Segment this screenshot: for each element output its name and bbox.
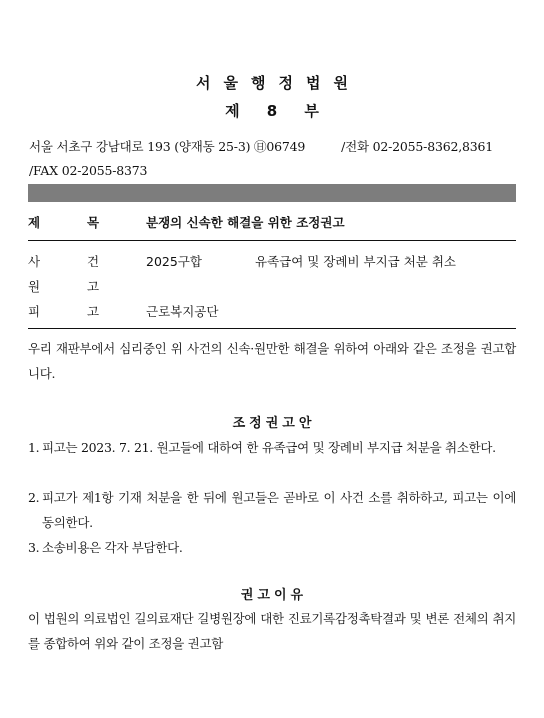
reason-paragraph: 이 법원의 의료법인 길의료재단 길병원장에 대한 진료기록감정촉탁결과 및 변론 전체의 취지를 종합하여 위와 같이 조정을 권고함 <box>28 611 516 651</box>
defendant-label-2: 고 <box>87 304 100 319</box>
item-number: 1. <box>28 440 40 455</box>
item-text: 소송비용은 각자 부담한다. <box>42 540 183 555</box>
item-number: 3. <box>28 540 40 555</box>
intro-paragraph: 우리 재판부에서 심리중인 위 사건의 신속·원만한 해결을 위하여 아래와 같은 조정을 권고합니다. <box>28 341 516 381</box>
court-name: 서울행정법원 <box>196 74 361 92</box>
fax-number: /FAX 02-2055-8373 <box>29 163 148 178</box>
court-division: 제 8 부 <box>225 102 319 120</box>
address-line: 서울 서초구 강남대로 193 (양재동 25-3) ㊐06749 <box>29 139 306 154</box>
case-number: 2025구합 <box>146 254 202 269</box>
plaintiff-label-1: 원 <box>28 279 41 294</box>
phone-number: /전화 02-2055-8362,8361 <box>341 139 494 154</box>
item-text: 피고가 제1항 기재 처분을 한 뒤에 원고들은 곧바로 이 사건 소를 취하하고, 피고는 이에 동의한다. <box>42 490 516 530</box>
subject-label-2: 목 <box>87 215 100 230</box>
header-divider-bar <box>28 184 516 202</box>
court-address <box>29 135 516 183</box>
proposal-item <box>28 485 516 535</box>
proposal-item <box>28 535 516 560</box>
defendant-label-1: 피 <box>28 304 41 319</box>
proposal-title: 조정권고안 <box>232 416 316 431</box>
case-name: 유족급여 및 장례비 부지급 처분 취소 <box>255 254 456 269</box>
case-label-1: 사 <box>28 254 41 269</box>
defendant-name: 근로복지공단 <box>146 304 219 319</box>
subject-value: 분쟁의 신속한 해결을 위한 조정권고 <box>146 215 345 230</box>
plaintiff-label-2: 고 <box>87 279 100 294</box>
item-number: 2. <box>28 490 40 505</box>
proposal-item <box>28 435 516 460</box>
subject-label-1: 제 <box>28 215 41 230</box>
case-divider <box>28 328 516 329</box>
reason-title: 권고이유 <box>240 588 308 603</box>
subject-divider <box>28 240 516 241</box>
case-label-2: 건 <box>87 254 100 269</box>
item-text: 피고는 2023. 7. 21. 원고들에 대하여 한 유족급여 및 장례비 부지급 처분을 취소한다. <box>42 440 496 455</box>
